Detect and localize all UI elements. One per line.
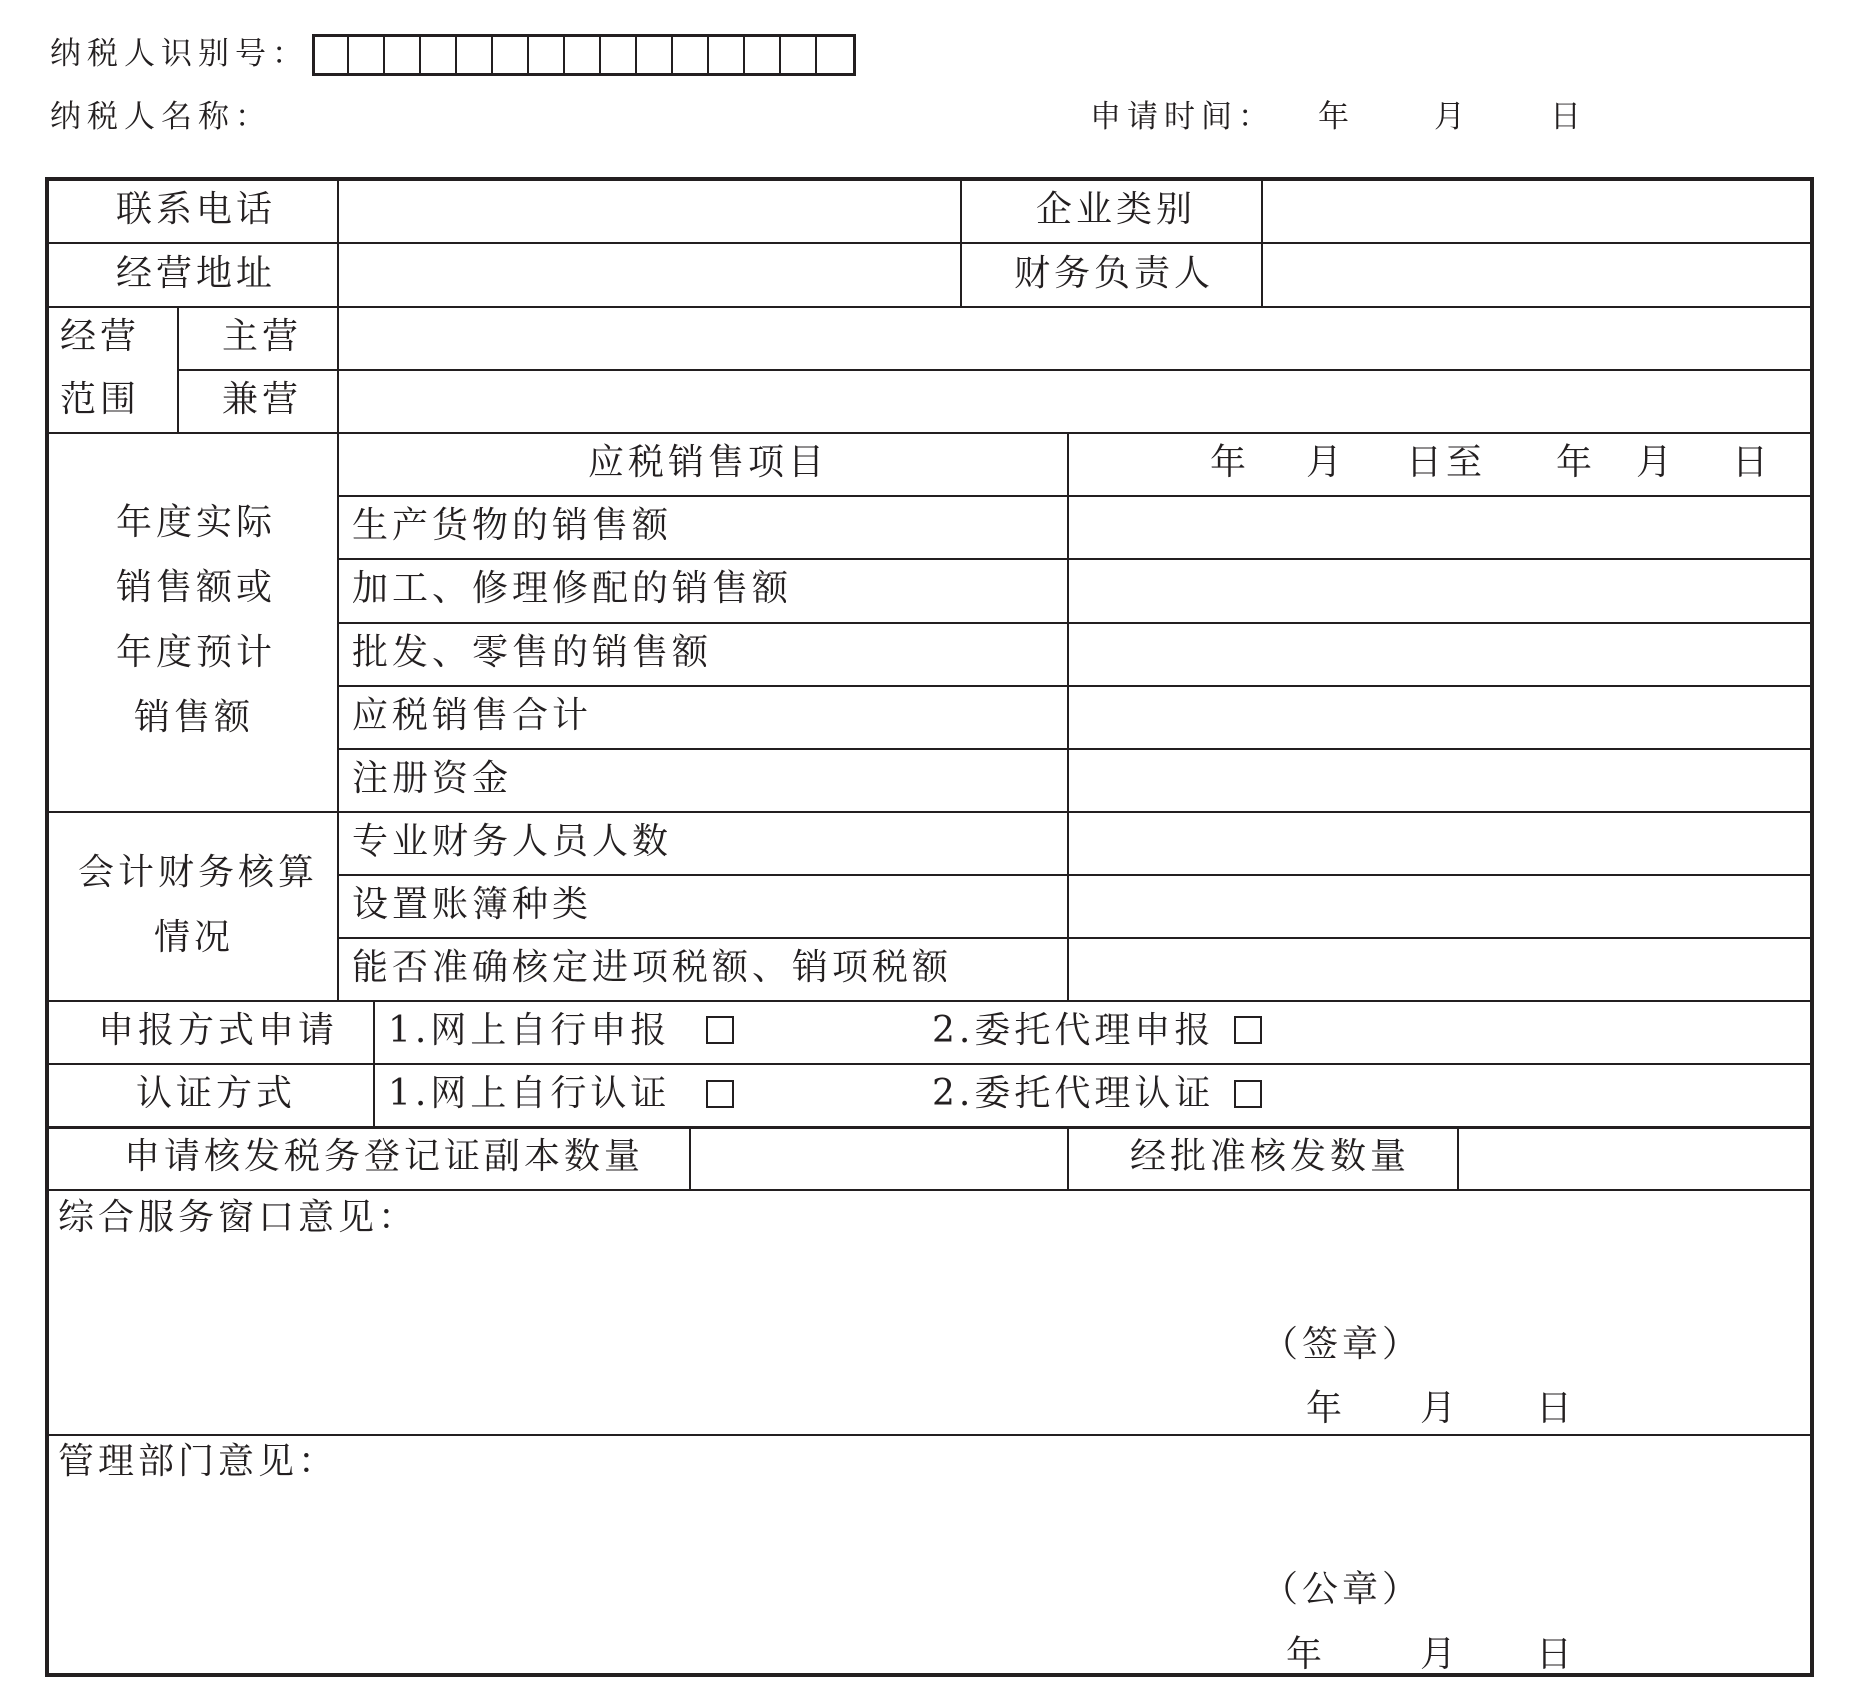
period-end-year: 年 — [1556, 442, 1593, 483]
taxpayer-id-char-box[interactable] — [637, 37, 673, 73]
finance-head-label: 财务负责人 — [1014, 253, 1215, 294]
sales-group-label-line1: 年度实际 — [116, 502, 277, 543]
apply-day-label: 日 — [1550, 99, 1587, 135]
copies-approved-label: 经批准核发数量 — [1130, 1136, 1411, 1177]
period-start-year: 年 — [1210, 442, 1247, 483]
sales-row-label: 注册资金 — [352, 758, 513, 799]
management-month: 月 — [1420, 1634, 1457, 1675]
service-window-month: 月 — [1420, 1388, 1457, 1429]
taxpayer-id-char-box[interactable] — [673, 37, 709, 73]
apply-year-label: 年 — [1318, 99, 1355, 135]
enterprise-type-label: 企业类别 — [1036, 189, 1197, 230]
certification-method-label: 认证方式 — [136, 1073, 297, 1114]
management-opinion-label: 管理部门意见： — [58, 1441, 339, 1482]
business-scope-label-line1: 经营 — [60, 316, 141, 357]
taxpayer-id-char-box[interactable] — [349, 37, 385, 73]
sales-row-label: 应税销售合计 — [352, 695, 593, 736]
sales-group-label-line2: 销售额或 — [116, 567, 277, 608]
sales-row-label: 批发、零售的销售额 — [352, 632, 713, 673]
service-window-year: 年 — [1306, 1388, 1343, 1429]
accounting-group-label-line1: 会计财务核算 — [78, 852, 319, 893]
filing-online-checkbox[interactable] — [706, 1016, 734, 1044]
taxpayer-id-char-box[interactable] — [745, 37, 781, 73]
filing-option-online-label: 1.网上自行申报 — [388, 1010, 671, 1051]
management-day: 日 — [1536, 1634, 1573, 1675]
certification-online-checkbox[interactable] — [706, 1080, 734, 1108]
service-window-opinion-label: 综合服务窗口意见： — [58, 1197, 419, 1238]
main-business-label: 主营 — [222, 316, 303, 357]
period-end-day: 日 — [1732, 442, 1769, 483]
address-label: 经营地址 — [116, 253, 277, 294]
management-year: 年 — [1286, 1634, 1323, 1675]
management-seal-label: （公章） — [1262, 1569, 1423, 1610]
filing-method-label: 申报方式申请 — [98, 1010, 339, 1051]
accounting-row-label: 设置账簿种类 — [352, 884, 593, 925]
taxpayer-id-char-box[interactable] — [421, 37, 457, 73]
period-start-month: 月 — [1306, 442, 1343, 483]
sales-group-label-line3: 年度预计 — [116, 632, 277, 673]
accounting-row-label: 能否准确核定进项税额、销项税额 — [352, 947, 953, 988]
taxpayer-id-char-box[interactable] — [565, 37, 601, 73]
taxpayer-id-char-box[interactable] — [315, 37, 349, 73]
taxpayer-id-char-box[interactable] — [529, 37, 565, 73]
taxpayer-id-char-box[interactable] — [781, 37, 817, 73]
business-scope-label-line2: 范围 — [60, 379, 141, 420]
apply-time-label: 申请时间： — [1090, 99, 1275, 135]
service-window-seal-label: （签章） — [1262, 1324, 1423, 1365]
accounting-row-label: 专业财务人员人数 — [352, 821, 673, 862]
filing-option-agent-label: 2.委托代理申报 — [932, 1010, 1215, 1051]
taxpayer-id-input[interactable] — [312, 34, 856, 76]
sales-row-label: 生产货物的销售额 — [352, 505, 673, 546]
service-window-day: 日 — [1536, 1388, 1573, 1429]
taxpayer-id-label: 纳税人识别号： — [50, 36, 309, 72]
taxpayer-id-char-box[interactable] — [601, 37, 637, 73]
taxpayer-id-char-box[interactable] — [817, 37, 853, 73]
taxpayer-id-char-box[interactable] — [493, 37, 529, 73]
sales-row-label: 加工、修理修配的销售额 — [352, 568, 793, 609]
taxpayer-id-char-box[interactable] — [385, 37, 421, 73]
filing-agent-checkbox[interactable] — [1234, 1016, 1262, 1044]
certification-option-online-label: 1.网上自行认证 — [388, 1073, 671, 1114]
side-business-label: 兼营 — [222, 379, 303, 420]
taxpayer-name-label: 纳税人名称： — [50, 99, 272, 135]
period-start-day: 日至 — [1406, 442, 1487, 483]
certification-agent-checkbox[interactable] — [1234, 1080, 1262, 1108]
copies-apply-label: 申请核发税务登记证副本数量 — [124, 1136, 645, 1177]
taxable-sales-items-header: 应税销售项目 — [588, 442, 829, 483]
certification-option-agent-label: 2.委托代理认证 — [932, 1073, 1215, 1114]
taxpayer-id-char-box[interactable] — [457, 37, 493, 73]
taxpayer-id-char-box[interactable] — [709, 37, 745, 73]
sales-group-label-line4: 销售额 — [134, 697, 255, 738]
accounting-group-label-line2: 情况 — [154, 917, 235, 958]
period-end-month: 月 — [1636, 442, 1673, 483]
apply-month-label: 月 — [1434, 99, 1471, 135]
phone-label: 联系电话 — [116, 189, 277, 230]
